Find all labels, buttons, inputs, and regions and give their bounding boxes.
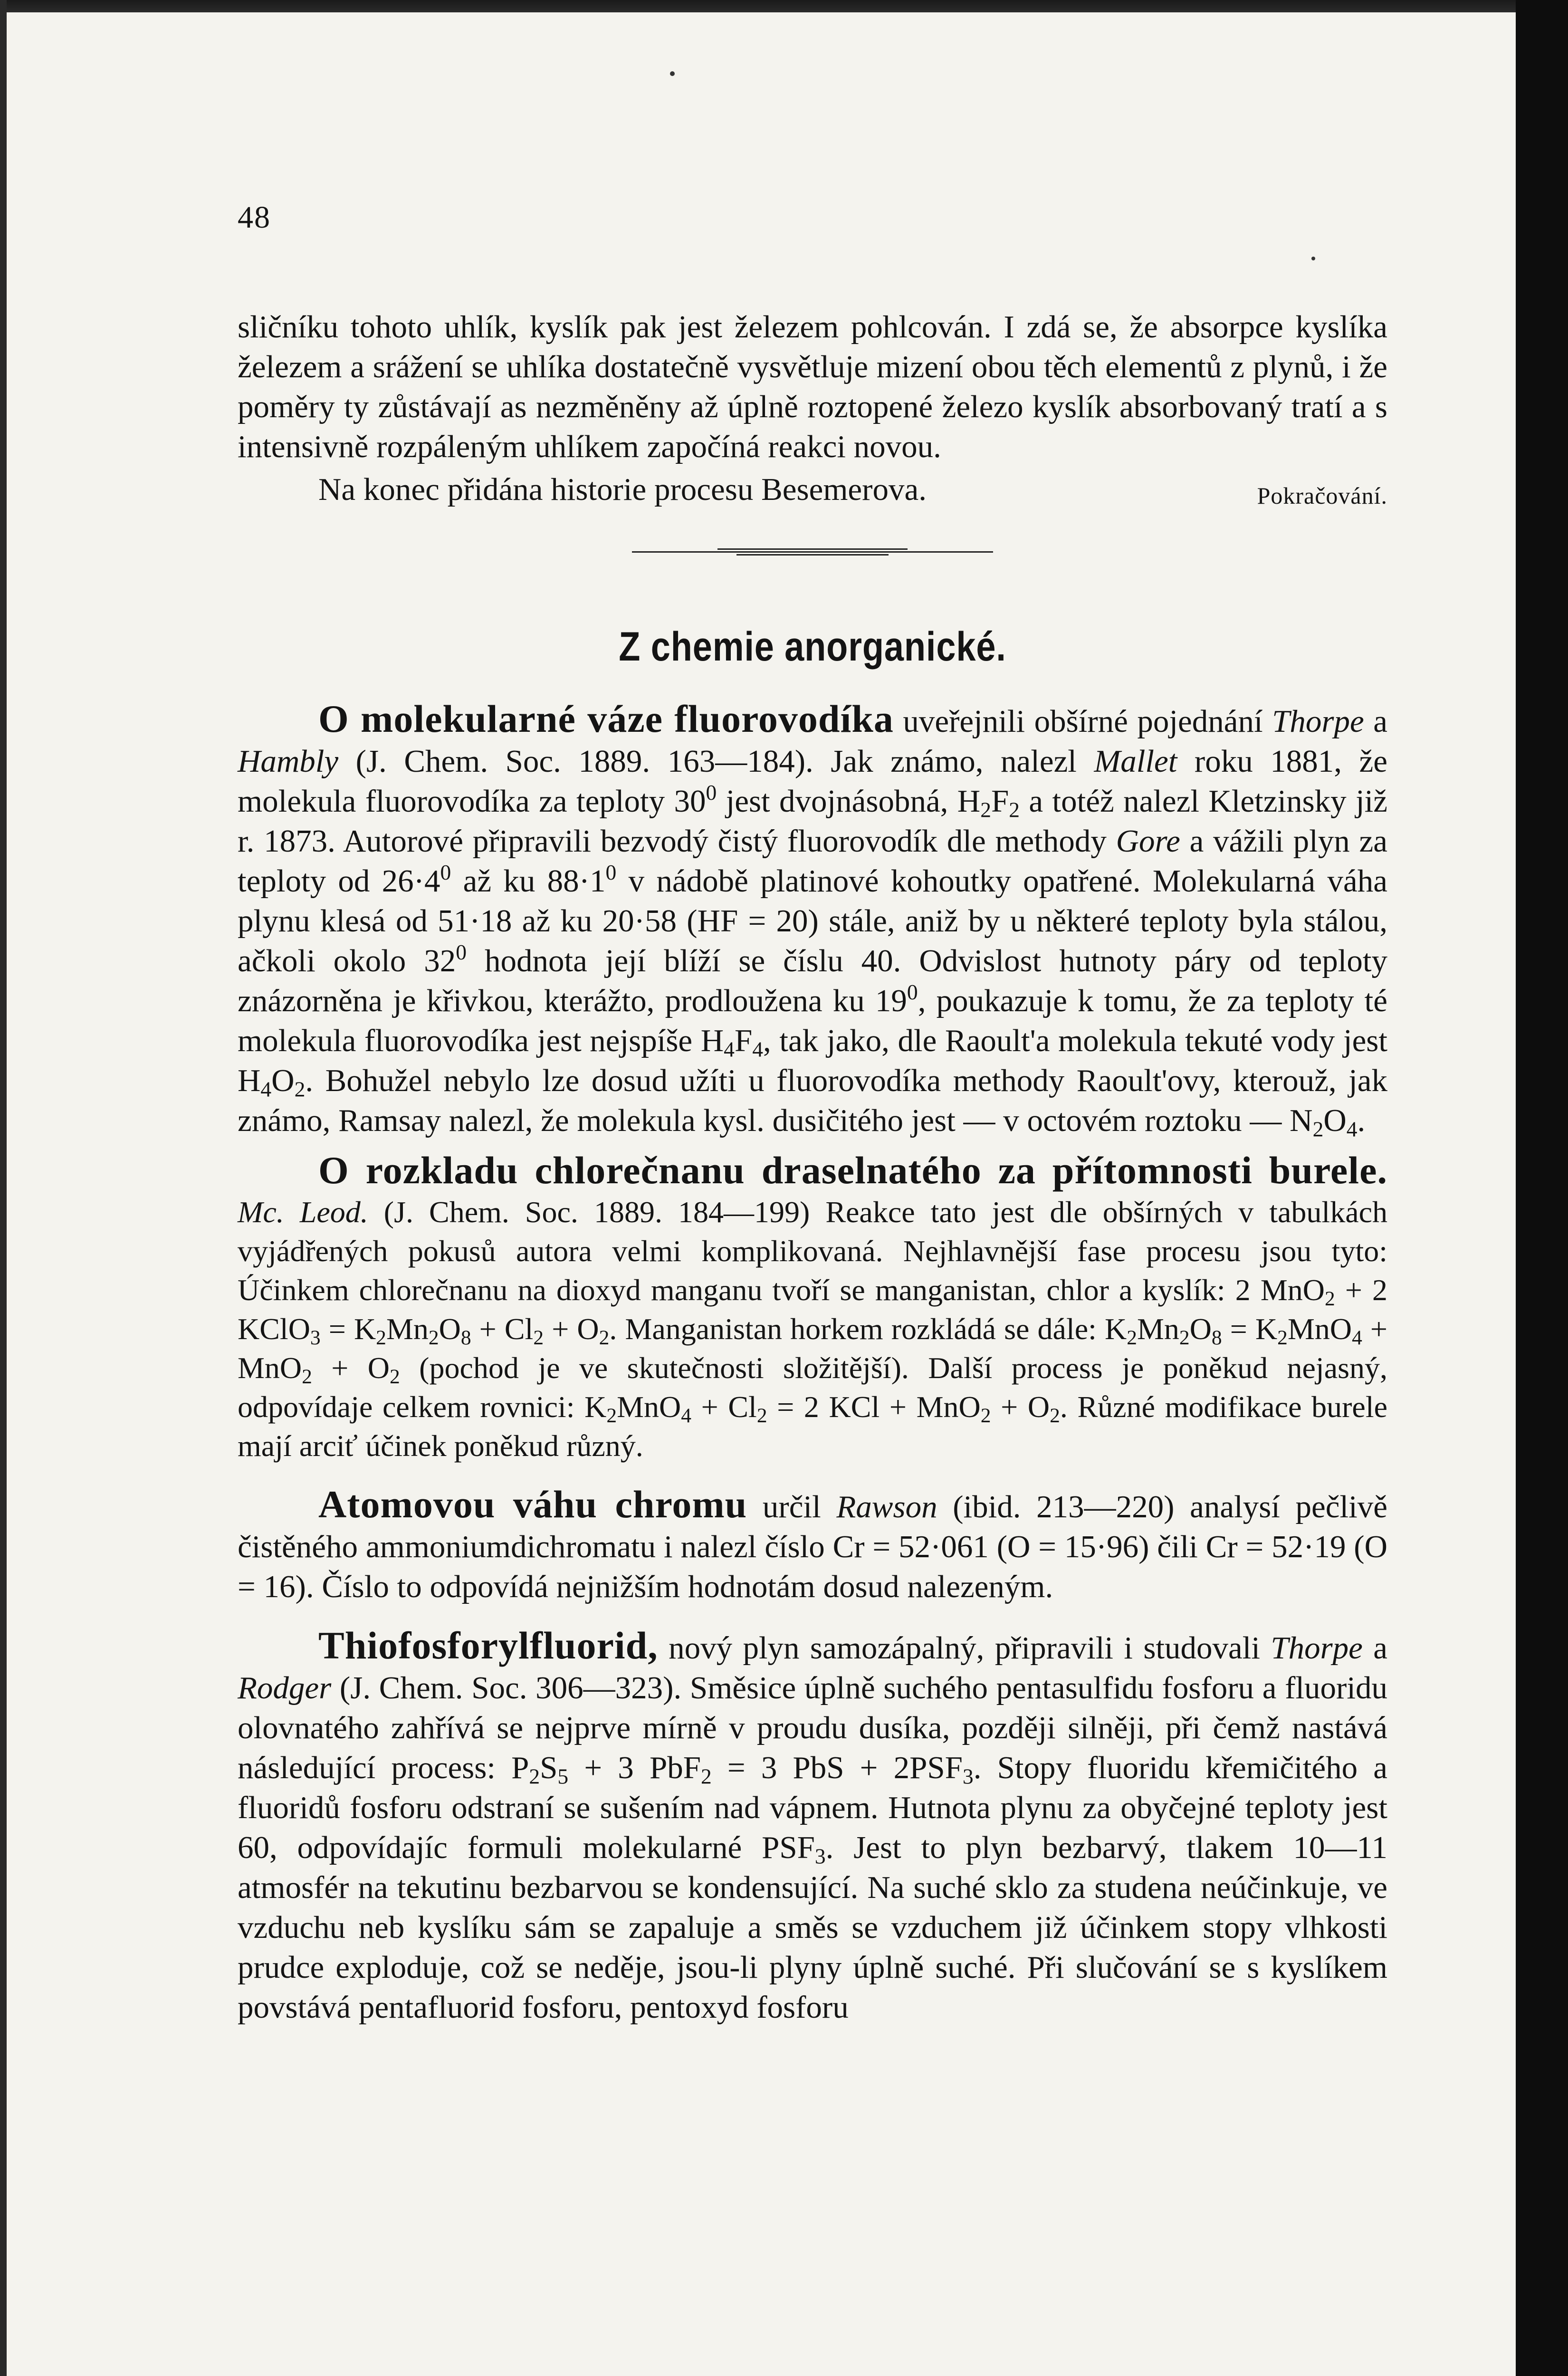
intro-last-line: Na konec přidána historie procesu Besemerova. <box>318 472 927 507</box>
author-name: Mallet <box>1094 744 1177 779</box>
author-name: Thorpe <box>1271 1630 1363 1666</box>
intro-continuation <box>238 307 1387 509</box>
article-hydrogen-fluoride: O molekularné váze fluorovodíka uveřejnili obšírné pojednání Thorpe a Hambly (J. Chem. Soc. 1889. 163—184). Jak známo, nalezl Mallet roku 1881, že molekula fluorovodíka za teploty $30^0$ jest dvojnásobná, $H_2F_2$ a totéž nalezl Kletzinsky již r. 1873. Autorové připravili bezvodý čistý fluorovodík dle methody Gore a vážili plyn za teploty od $26\cdot 4^0$ až ku $88\cdot 1^0$ v nádobě platinové kohoutky opatřené. Molekularná váha plynu klesá od 51·18 až ku 20·58 (HF = 20) stále, aniž by u některé teploty byla stálou, ačkoli okolo $32^0$ hodnota její blíží se číslu 40. Odvislost hutnoty páry od teploty znázorněna je křivkou, kterážto, prodloužena ku $19^0$, poukazuje k tomu, že za teploty té molekula fluorovodíka jest nejspíše $H_4F_4$, tak jako, dle Raoult'a molekula tekuté vody jest $H_4O_2$. Bohužel nebylo lze dosud užíti u fluorovodíka methody Raoult'ovy, kterouž, jak známo, Ramsay nalezl, že molekula kysl. dusičitého jest — v octovém roztoku — $N_2O_4$. <box>238 697 1387 1141</box>
author-name: Thorpe <box>1272 704 1364 739</box>
intro-paragraph: sličníku tohoto uhlík, kyslík pak jest železem pohlcován. I zdá se, že absorpce kyslíka železem a srážení se uhlíka dostatečně vysvětluje mizení obou těch elementů z plynů, i že poměry ty zůstávají as nezměněny až úplně roztopené železo kyslík absorbovaný tratí a s intensivně rozpáleným uhlíkem započíná reakci novou. <box>238 309 1387 464</box>
scan-border-right <box>1516 0 1568 2376</box>
author-name: Rawson <box>836 1489 937 1524</box>
article-potassium-chlorate: O rozkladu chlorečnanu draselnatého za přítomnosti burele. Mc. Leod. (J. Chem. Soc. 1889. 184—199) Reakce tato jest dle obšírných v tabulkách vyjádřených pokusů autora velmi komplikovaná. Nejhlavnější fase procesu jsou tyto: Účinkem chlorečnanu na dioxyd manganu tvoří se manganistan, chlor a kyslík: 2 MnO$_2$ + 2 KClO$_3$ = $K_2Mn_2O_8 + Cl_2 + O_2$. Manganistan horkem rozkládá se dále: $K_2Mn_2O_8 = K_2MnO_4 + MnO_2 + O_2$ (pochod je ve skutečnosti složitější). Další process je poněkud nejasný, odpovídaje celkem rovnici: $K_2MnO_4 + Cl_2 = 2$ KCl + $MnO_2 + O_2$. Různé modifikace burele mají arciť účinek poněkud různý. <box>238 1149 1388 1463</box>
author-name: Mc. Leod. <box>238 1195 368 1229</box>
scan-border-left <box>0 0 7 2376</box>
section-divider <box>632 547 993 557</box>
article-lead: O rozkladu chlorečnanu draselnatého za přítomnosti burele. <box>318 1149 1387 1192</box>
article-thiophosphoryl-fluoride: Thiofosforylfluorid, nový plyn samozápalný, připravili i studovali Thorpe a Rodger (J. Chem. Soc. 306—323). Směsice úplně suchého pentasulfidu fosforu a fluoridu olovnatého zahřívá se nejprve mírně v proudu dusíka, později silněji, při čemž nastává následující process: $P_2S_5 + 3$ PbF$_2$ = 3 PbS + $2PSF_3$. Stopy fluoridu křemičitého a fluoridů fosforu odstraní se sušením nad vápnem. Hutnota plynu za obyčejné teploty jest 60, odpovídajíc formuli molekularné $PSF_3$. Jest to plyn bezbarvý, tlakem 10—11 atmosfér na tekutinu bezbarvou se kondensující. Na suché sklo za studena neúčinkuje, ve vzduchu neb kyslíku sám se zapaluje a směs se vzduchem již účinkem stopy vlhkosti prudce exploduje, což se neděje, jsou-li plyny úplně suché. Při slučování se s kyslíkem povstává pentafluorid fosforu, pentoxyd fosforu <box>238 1624 1388 2025</box>
continued-label: Pokračování. <box>1257 482 1387 509</box>
article-lead: Atomovou váhu chromu <box>318 1483 747 1526</box>
section-heading: Z chemie anorganické. <box>619 624 1006 670</box>
author-name: Hambly <box>238 744 339 779</box>
page-body <box>238 200 1387 2038</box>
article-lead: O molekularné váze fluorovodíka <box>318 697 894 740</box>
scan-speck <box>670 71 675 76</box>
author-name: Gore <box>1116 824 1180 859</box>
author-name: Rodger <box>238 1670 332 1705</box>
scan-border-top <box>0 0 1568 12</box>
page-number: 48 <box>238 200 271 235</box>
article-lead: Thiofosforylfluorid, <box>318 1624 658 1667</box>
article-chromium-atomic-weight: Atomovou váhu chromu určil Rawson (ibid. 213—220) analysí pečlivě čistěného ammoniumdichromatu i nalezl číslo Cr = 52·061 (O = 15·96) čili Cr = 52·19 (O = 16). Číslo to odpovídá nejnižším hodnotám dosud nalezeným. <box>238 1483 1388 1604</box>
intro-closing-row <box>238 469 1387 509</box>
